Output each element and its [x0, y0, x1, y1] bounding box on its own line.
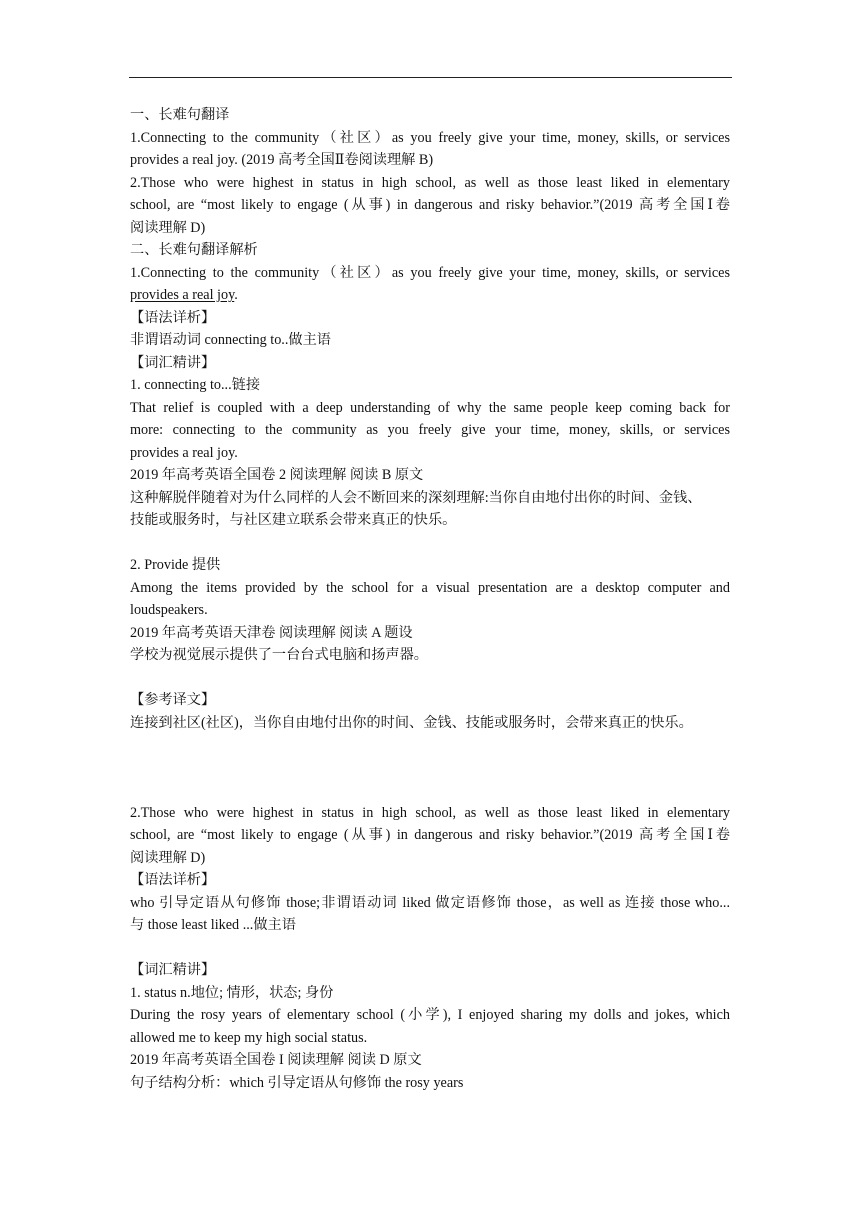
vocab-2-source: 2019 年高考英语天津卷 阅读理解 阅读 A 题设: [130, 624, 413, 641]
vocab-1-heading: 1. connecting to...链接: [130, 377, 261, 393]
sentence-2-line-2: school, are “most likely to engage (从事) in dangerous and risky behavior.”(2019 高考全国Ⅰ卷: [130, 197, 730, 213]
vocab-3-source: 2019 年高考英语全国卷 I 阅读理解 阅读 D 原文: [130, 1052, 422, 1068]
vocab-2-translation: 学校为视觉展示提供了一台台式电脑和扬声器。: [130, 647, 428, 663]
reference-translation: 连接到社区(社区)，当你自由地付出你的时间、金钱、技能或服务时，会带来真正的快乐。: [130, 714, 693, 731]
document-body: [130, 104, 730, 1094]
spacer: [130, 734, 730, 757]
spacer: [130, 532, 730, 555]
sentence-2-line-3: 阅读理解 D): [130, 219, 206, 236]
vocab-3-structure-analysis: 句子结构分析：which 引导定语从句修饰 the rosy years: [130, 1074, 464, 1091]
spacer: [130, 937, 730, 960]
vocab-1-example-line-3: provides a real joy.: [130, 444, 238, 461]
analysis-2-sentence-line-1: 2.Those who were highest in status in high school, as well as those least liked in elementary: [130, 804, 730, 821]
spacer: [130, 667, 730, 690]
header-rule: [129, 77, 732, 78]
vocab-1-example-line-1: That relief is coupled with a deep understanding of why the same people keep coming back for: [130, 399, 730, 416]
analysis-1-sentence-line-1: 1.Connecting to the community（社区）as you freely give your time, money, skills, or services: [130, 264, 730, 281]
spacer: [130, 779, 730, 802]
analysis-2-sentence-line-2: school, are “most likely to engage (从事) in dangerous and risky behavior.”(2019 高考全国Ⅰ卷: [130, 827, 730, 843]
reference-translation-title: 【参考译文】: [130, 692, 216, 708]
vocab-1-translation-line-2: 技能或服务时，与社区建立联系会带来真正的快乐。: [130, 512, 457, 528]
spacer: [130, 757, 730, 780]
sentence-2-line-1: 2.Those who were highest in status in high school, as well as those least liked in elementary: [130, 174, 730, 191]
vocab-3-heading: 1. status n.地位; 情形，状态; 身份: [130, 984, 334, 1001]
vocab-1-example-line-2: more: connecting to the community as you freely give your time, money, skills, or services: [130, 422, 730, 438]
section-heading-1: 一、长难句翻译: [130, 107, 230, 123]
vocab-2-heading: 2. Provide 提供: [130, 557, 221, 573]
vocab-1-source: 2019 年高考英语全国卷 2 阅读理解 阅读 B 原文: [130, 467, 424, 483]
grammar-title-2: 【语法详析】: [130, 872, 216, 888]
analysis-1-sentence-line-2: [130, 284, 730, 307]
analysis-2-sentence-line-3: 阅读理解 D): [130, 849, 206, 866]
grammar-note-2-line-2: 与 those least liked ...做主语: [130, 917, 296, 933]
sentence-period: .: [234, 287, 238, 303]
sentence-1-line-2: provides a real joy. (2019 高考全国Ⅱ卷阅读理解 B): [130, 152, 434, 168]
grammar-title: 【语法详析】: [130, 309, 216, 326]
grammar-note: 非谓语动词 connecting to..做主语: [130, 332, 331, 348]
sentence-1-line-1: 1.Connecting to the community（社区）as you freely give your time, money, skills, or services: [130, 129, 730, 146]
vocab-1-translation-line-1: 这种解脱伴随着对为什么同样的人会不断回来的深刻理解:当你自由地付出你的时间、金钱、: [130, 489, 702, 506]
grammar-note-2-line-1: who 引导定语从句修饰 those;非谓语动词 liked 做定语修饰 those，as well as 连接 those who...: [130, 894, 730, 911]
vocab-3-example-line-2: allowed me to keep my high social status.: [130, 1029, 368, 1046]
underlined-phrase: provides a real joy: [130, 287, 235, 303]
vocab-2-example-line-1: Among the items provided by the school for a visual presentation are a desktop computer and: [130, 579, 730, 596]
section-heading-2: 二、长难句翻译解析: [130, 242, 258, 258]
vocab-2-example-line-2: loudspeakers.: [130, 602, 208, 618]
vocab-title-2: 【词汇精讲】: [130, 962, 216, 978]
vocab-3-example-line-1: During the rosy years of elementary school (小学), I enjoyed sharing my dolls and jokes, which: [130, 1007, 730, 1023]
vocab-title: 【词汇精讲】: [130, 354, 216, 371]
